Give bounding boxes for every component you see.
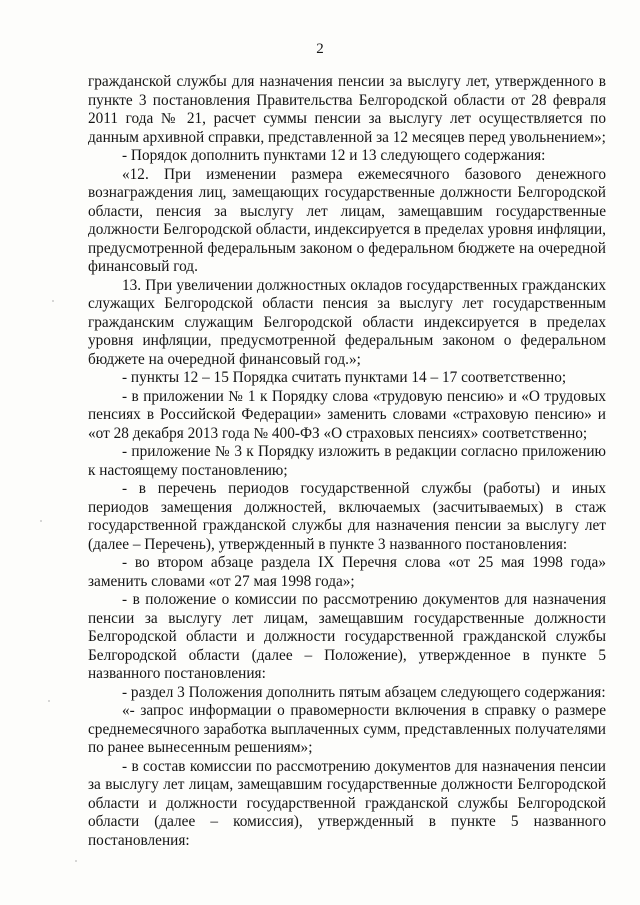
scan-speck (40, 520, 42, 522)
paragraph-quote-request: «- запрос информации о правомерности включения в справку о размере среднемесячного заработка выплаченных сумм, представленных получателями по ранее вынесенным решениям»; (88, 702, 606, 756)
paragraph-section-ix: - во втором абзаце раздела IX Перечня слова «от 25 мая 1998 года» заменить словами «от 27 мая 1998 года»; (88, 554, 606, 590)
scan-speck (48, 700, 50, 702)
document-body (88, 73, 606, 850)
paragraph-point-12: «12. При изменении размера ежемесячного базового денежного вознаграждения лиц, замещающих государственные должности Белгородской области, пенсия за выслугу лет лицам, замещавшим государственные должности Белгородской области, индексируется в пределах уровня инфляции, предусмотренной федеральным законом о федеральном бюджете на очередной финансовый год. (88, 165, 606, 275)
paragraph-commission-regulation: - в положение о комиссии по рассмотрению документов для назначения пенсии за выслугу лет лицам, замещавшим государственные должности Белгородской области и должности государственной гражданской службы Белгородской области (далее – Положение), утвержденное в пункте 5 названного постановления: (88, 591, 606, 682)
paragraph-appendix-1: - в приложении № 1 к Порядку слова «трудовую пенсию» и «О трудовых пенсиях в Российской Федерации» заменить словами «страховую пенсию» и «от 28 декабря 2013 года № 400-ФЗ «О страховых пенсиях» соответственно; (88, 387, 606, 442)
paragraph-renumber: - пункты 12 – 15 Порядка считать пунктами 14 – 17 соответственно; (122, 369, 567, 386)
paragraph-section-3: - раздел 3 Положения дополнить пятым абзацем следующего содержания: (122, 683, 606, 701)
paragraph-service-periods: - в перечень периодов государственной службы (работы) и иных периодов замещения должностей, включаемых (засчитываемых) в стаж государственной гражданской службы для назначения пенсии за выслугу лет (далее – Перечень), утвержденный в пункте 3 названного постановления: (88, 480, 606, 553)
page-number: 2 (316, 41, 324, 57)
paragraph-continuation: гражданской службы для назначения пенсии за выслугу лет, утвержденного в пункте 3 постановления Правительства Белгородской области от 28 февраля 2011 года № 21, расчет суммы пенсии за выслугу лет осуществляется по данным архивной справки, представленной за 12 месяцев перед увольнением»; (88, 73, 606, 146)
paragraph-point-13: 13. При увеличении должностных окладов государственных гражданских служащих Белгородской области пенсия за выслугу лет государственным гражданским служащим Белгородской области индексируется в пределах уровня инфляции, предусмотренной федеральным законом о федеральном бюджете на очередной финансовый год.»; (88, 276, 606, 368)
paragraph-commission-composition: - в состав комиссии по рассмотрению документов для назначения пенсии за выслугу лет лицам, замещавшим государственные должности Белгородской области и должности государственной гражданской службы Белгородской области (далее – комиссия), утвержденный в пункте 5 названного постановления: (88, 757, 606, 849)
paragraph-appendix-3: - приложение № 3 к Порядку изложить в редакции согласно приложению к настоящему постановлению; (88, 443, 606, 479)
scan-speck (75, 860, 77, 862)
paragraph-add-points: - Порядок дополнить пунктами 12 и 13 следующего содержания: (122, 147, 546, 164)
scan-speck (52, 300, 54, 302)
